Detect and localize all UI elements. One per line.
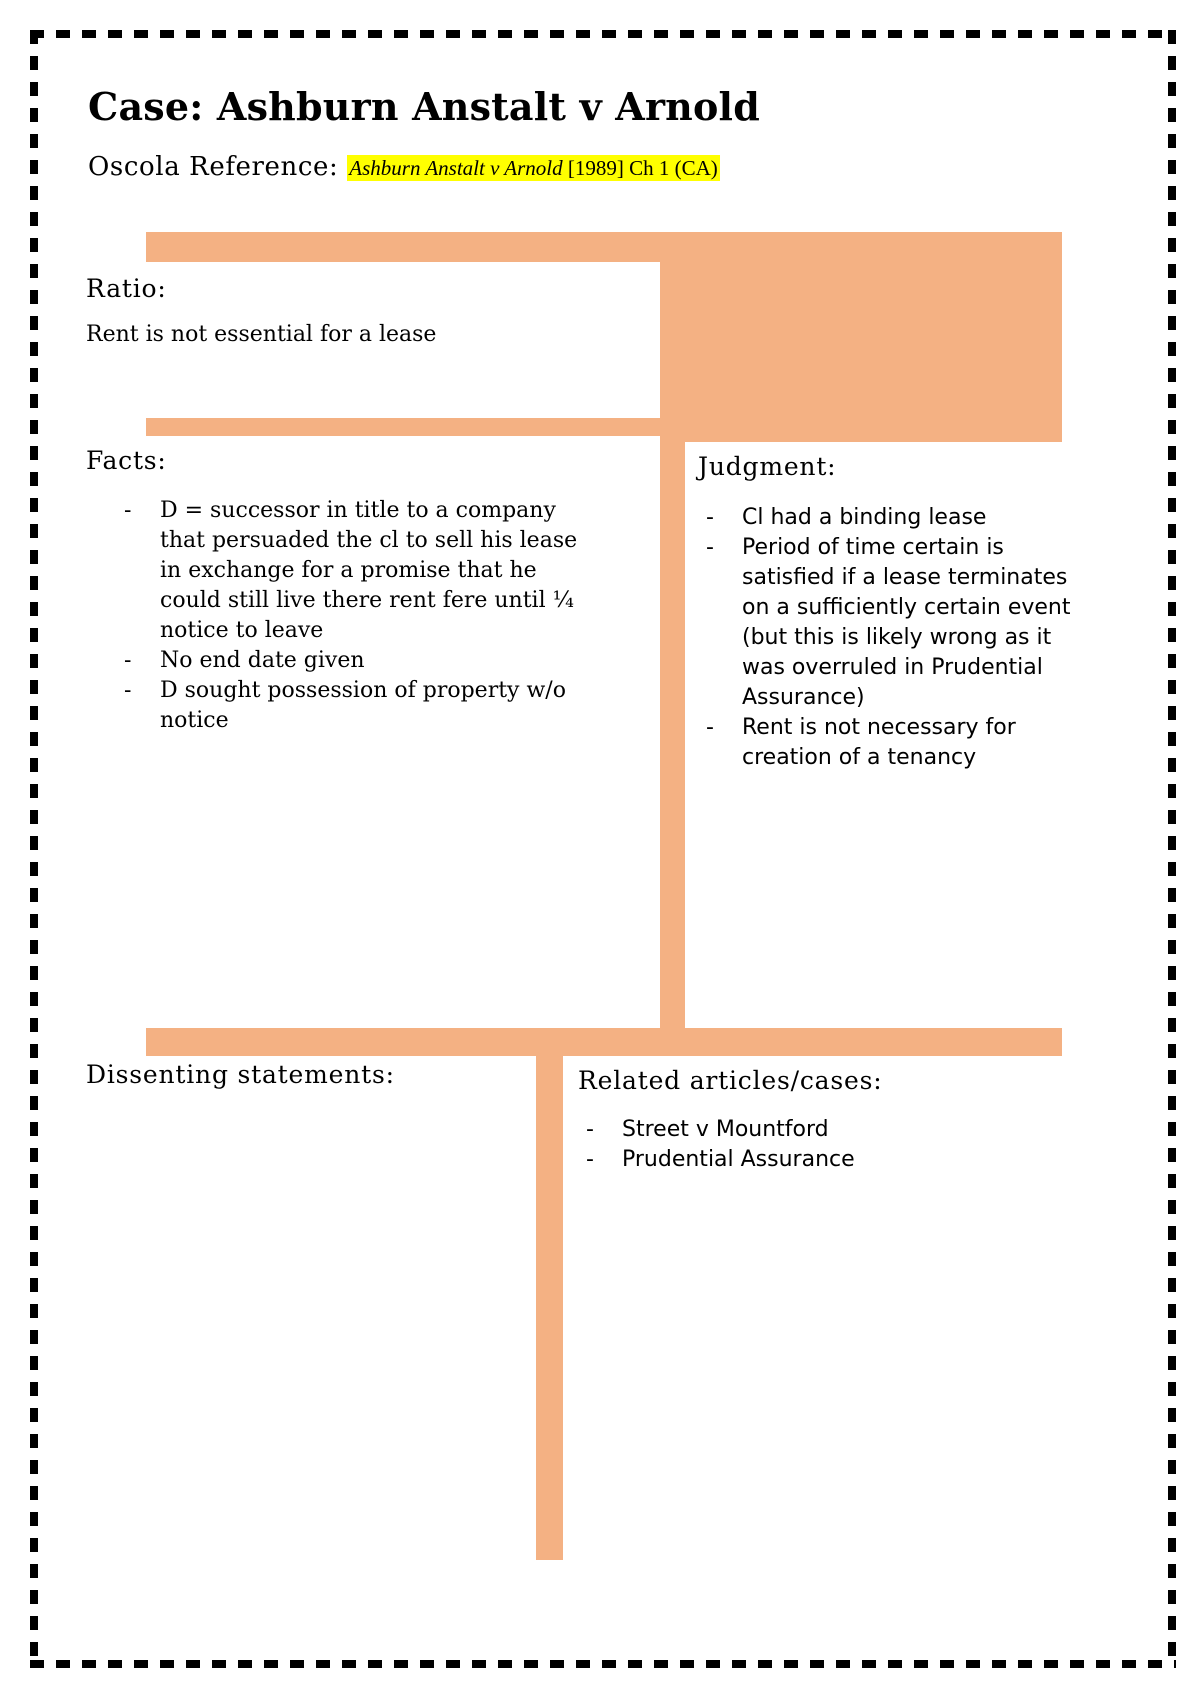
facts-item-line: could still live there rent fere until ¼ bbox=[160, 588, 574, 613]
bullet-dash: - bbox=[586, 1117, 594, 1142]
facts-judgment-divider bbox=[660, 432, 685, 1028]
related-item-line: Street v Mountford bbox=[622, 1117, 829, 1142]
bullet-dash: - bbox=[706, 715, 714, 740]
dissenting-related-divider bbox=[536, 1028, 563, 1560]
related-list bbox=[586, 1115, 855, 1175]
facts-item-line: notice to leave bbox=[160, 618, 324, 643]
related-item bbox=[586, 1115, 855, 1145]
ratio-side-block bbox=[660, 232, 1062, 442]
page-border-bottom bbox=[30, 1660, 1176, 1668]
oscola-citation-highlight bbox=[347, 155, 719, 181]
middle-bar bbox=[146, 1028, 1062, 1056]
judgment-item-line: Period of time certain is bbox=[742, 535, 1004, 560]
oscola-label: Oscola Reference: bbox=[88, 152, 339, 182]
facts-item-line: notice bbox=[160, 708, 229, 733]
page-border-right bbox=[1168, 30, 1176, 1668]
judgment-item bbox=[706, 713, 1070, 773]
judgment-item bbox=[706, 533, 1070, 713]
judgment-item-line: Rent is not necessary for bbox=[742, 715, 1016, 740]
judgment-item-line: (but this is likely wrong as it bbox=[742, 625, 1052, 650]
page-title: Case: Ashburn Anstalt v Arnold bbox=[88, 84, 760, 129]
judgment-item-line: was overruled in Prudential bbox=[742, 655, 1043, 680]
bullet-dash: - bbox=[706, 535, 714, 560]
oscola-citation: [1989] Ch 1 (CA) bbox=[562, 156, 718, 180]
judgment-item-line: on a sufficiently certain event bbox=[742, 595, 1071, 620]
bullet-dash: - bbox=[124, 648, 132, 673]
facts-item-line: that persuaded the cl to sell his lease bbox=[160, 528, 578, 553]
facts-item bbox=[124, 676, 577, 736]
page-border-left bbox=[30, 30, 38, 1668]
related-heading: Related articles/cases: bbox=[578, 1066, 883, 1095]
related-item-line: Prudential Assurance bbox=[622, 1147, 855, 1172]
bullet-dash: - bbox=[124, 498, 132, 523]
ratio-bottom-bar bbox=[146, 418, 1062, 436]
dissenting-heading: Dissenting statements: bbox=[86, 1060, 395, 1089]
bullet-dash: - bbox=[706, 505, 714, 530]
facts-item-line: in exchange for a promise that he bbox=[160, 558, 537, 583]
facts-item-line: D sought possession of property w/o bbox=[160, 678, 566, 703]
judgment-item bbox=[706, 503, 1070, 533]
facts-list bbox=[124, 496, 577, 736]
related-item bbox=[586, 1145, 855, 1175]
bullet-dash: - bbox=[586, 1147, 594, 1172]
ratio-heading: Ratio: bbox=[86, 274, 167, 303]
judgment-list bbox=[706, 503, 1070, 773]
judgment-item-line: Cl had a binding lease bbox=[742, 505, 987, 530]
facts-item bbox=[124, 496, 577, 646]
facts-item-line: D = successor in title to a company bbox=[160, 498, 556, 523]
facts-heading: Facts: bbox=[86, 446, 167, 475]
judgment-heading: Judgment: bbox=[698, 452, 837, 481]
judgment-item-line: Assurance) bbox=[742, 685, 865, 710]
judgment-item-line: creation of a tenancy bbox=[742, 745, 977, 770]
oscola-case-name: Ashburn Anstalt v Arnold bbox=[349, 156, 563, 180]
facts-item-line: No end date given bbox=[160, 648, 365, 673]
oscola-reference bbox=[88, 152, 720, 182]
page-border-top bbox=[30, 30, 1176, 38]
judgment-item-line: satisfied if a lease terminates bbox=[742, 565, 1068, 590]
ratio-text: Rent is not essential for a lease bbox=[86, 322, 437, 347]
facts-item bbox=[124, 646, 577, 676]
bullet-dash: - bbox=[124, 678, 132, 703]
